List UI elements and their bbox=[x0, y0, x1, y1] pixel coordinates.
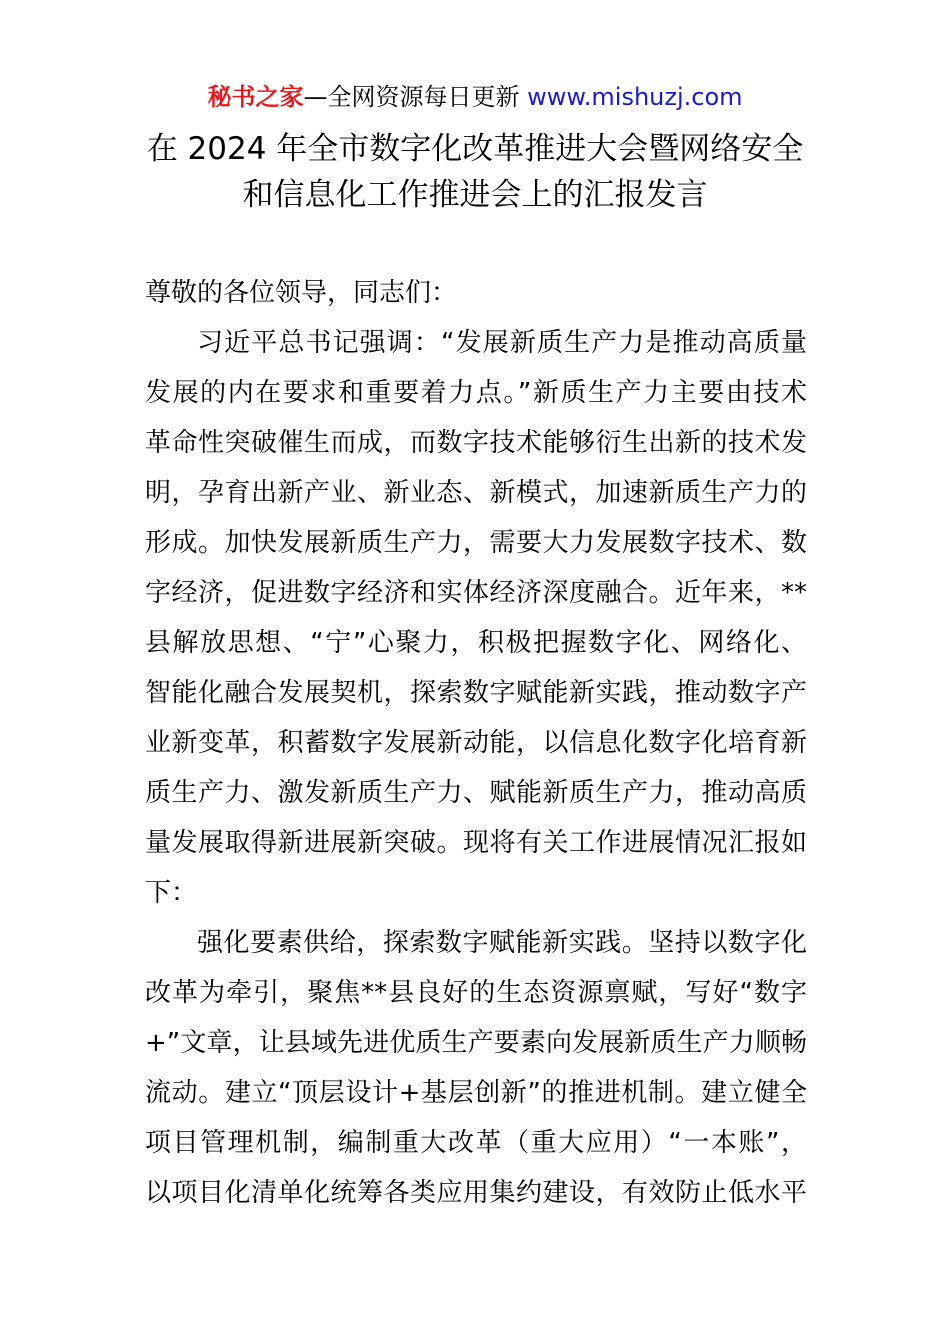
paragraph-line: 智能化融合发展契机，探索数字赋能新实践，推动数字产 bbox=[145, 678, 807, 708]
paragraph-2 bbox=[145, 918, 807, 1218]
paragraph-line: 强化要素供给，探索数字赋能新实践。坚持以数字化 bbox=[197, 928, 807, 958]
site-brand: 秘书之家 bbox=[207, 83, 304, 111]
greeting: 尊敬的各位领导，同志们： bbox=[145, 278, 458, 308]
paragraph-line: 量发展取得新进展新突破。现将有关工作进展情况汇报如 bbox=[145, 828, 807, 858]
paragraph-line: 形成。加快发展新质生产力，需要大力发展数字技术、数 bbox=[145, 528, 807, 558]
paragraph-line: 下： bbox=[145, 878, 198, 908]
document-title bbox=[0, 126, 950, 218]
paragraph-line: 以项目化清单化统筹各类应用集约建设，有效防止低水平 bbox=[145, 1178, 807, 1208]
paragraph-line: 革命性突破催生而成，而数字技术能够衍生出新的技术发 bbox=[145, 428, 807, 458]
paragraph-line: 县解放思想、“宁”心聚力，积极把握数字化、网络化、 bbox=[145, 628, 807, 658]
paragraph-line: 流动。建立“顶层设计+基层创新”的推进机制。建立健全 bbox=[145, 1078, 807, 1108]
title-line: 和信息化工作推进会上的汇报发言 bbox=[242, 177, 708, 213]
paragraph-line: 发展的内在要求和重要着力点。”新质生产力主要由技术 bbox=[145, 378, 807, 408]
paragraph-line: 习近平总书记强调：“发展新质生产力是推动高质量 bbox=[197, 328, 807, 358]
paragraph-line: +”文章，让县域先进优质生产要素向发展新质生产力顺畅 bbox=[145, 1028, 807, 1058]
document-body bbox=[145, 268, 807, 1218]
site-tagline: —全网资源每日更新 bbox=[303, 83, 520, 111]
paragraph-1 bbox=[145, 318, 807, 918]
paragraph-line: 明，孕育出新产业、新业态、新模式，加速新质生产力的 bbox=[145, 478, 807, 508]
paragraph-line: 项目管理机制，编制重大改革（重大应用）“一本账”， bbox=[145, 1128, 807, 1158]
paragraph-line: 质生产力、激发新质生产力、赋能新质生产力，推动高质 bbox=[145, 778, 807, 808]
site-header bbox=[0, 80, 950, 114]
paragraph-line: 改革为牵引，聚焦**县良好的生态资源禀赋，写好“数字 bbox=[145, 978, 807, 1008]
paragraph-line: 字经济，促进数字经济和实体经济深度融合。近年来，** bbox=[145, 578, 807, 608]
title-line: 在 2024 年全市数字化改革推进大会暨网络安全 bbox=[146, 131, 804, 167]
paragraph-line: 业新变革，积蓄数字发展新动能，以信息化数字化培育新 bbox=[145, 728, 807, 758]
site-url-link[interactable]: www.mishuzj.com bbox=[527, 83, 743, 111]
